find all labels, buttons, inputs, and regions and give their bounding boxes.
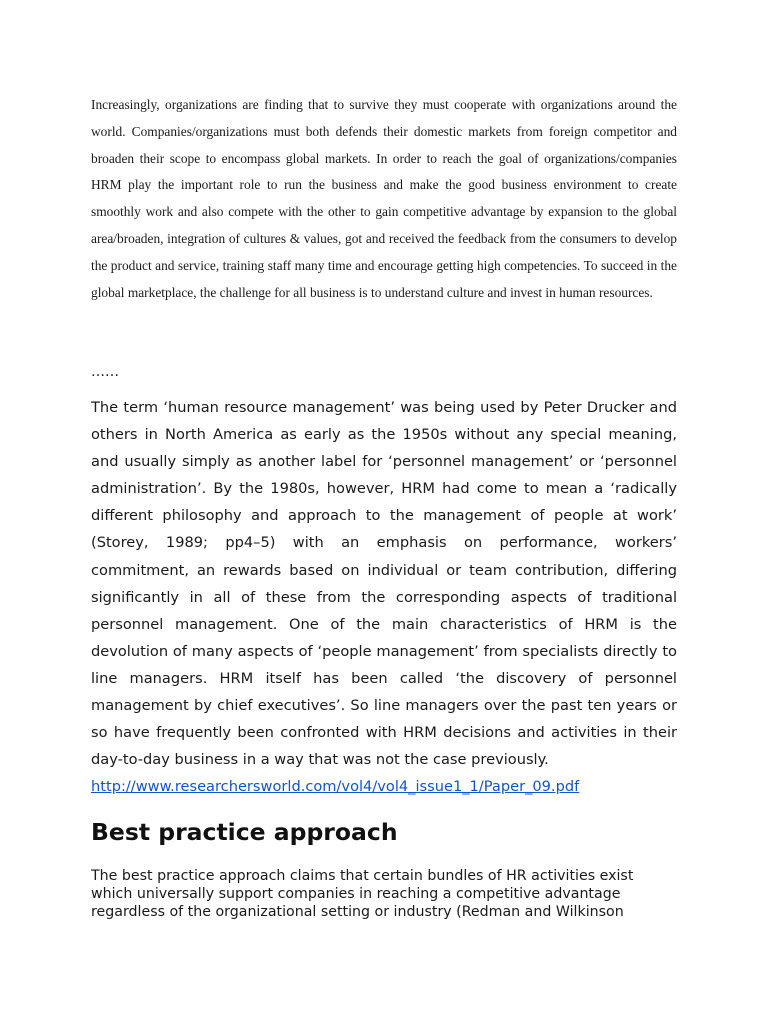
- section-heading-best-practice: Best practice approach: [91, 818, 398, 846]
- source-link[interactable]: http://www.researchersworld.com/vol4/vol4_issue1_1/Paper_09.pdf: [91, 778, 580, 795]
- ellipsis-separator: ……: [91, 364, 119, 380]
- intro-paragraph: Increasingly, organizations are finding that to survive they must cooperate with organizations around the world. Companies/organizations must both defends their domestic markets from foreign competitor and broaden their scope to encompass global markets. In order to reach the goal of organizations/companies HRM play the important role to run the business and make the good business environment to create smoothly work and also compete with the other to gain competitive advantage by expansion to the global area/broaden, integration of cultures & values, got and received the feedback from the consumers to develop the product and service, training staff many time and encourage getting high competencies. To succeed in the global marketplace, the challenge for all business is to understand culture and invest in human resources.: [91, 97, 677, 300]
- best-practice-paragraph: The best practice approach claims that certain bundles of HR activities exist which universally support companies in reaching a competitive advantage regardless of the organizational setting or industry (Redman and Wilkinson: [91, 868, 634, 921]
- hrm-definition-paragraph: The term ‘human resource management’ was being used by Peter Drucker and others in North America as early as the 1950s without any special meaning, and usually simply as another label for ‘personnel management’ or ‘personnel administration’. By the 1980s, however, HRM had come to mean a ‘radically different philosophy and approach to the management of people at work’ (Storey, 1989; pp4–5) with an emphasis on performance, workers’ commitment, an rewards based on individual or team contribution, differing significantly in all of these from the corresponding aspects of traditional personnel management. One of the main characteristics of HRM is the devolution of many aspects of ‘people management’ from specialists directly to line managers. HRM itself has been called ‘the discovery of personnel management by chief executives’. So line managers over the past ten years or so have frequently been confronted with HRM decisions and activities in their day-to-day business in a way that was not the case previously.: [91, 399, 677, 769]
